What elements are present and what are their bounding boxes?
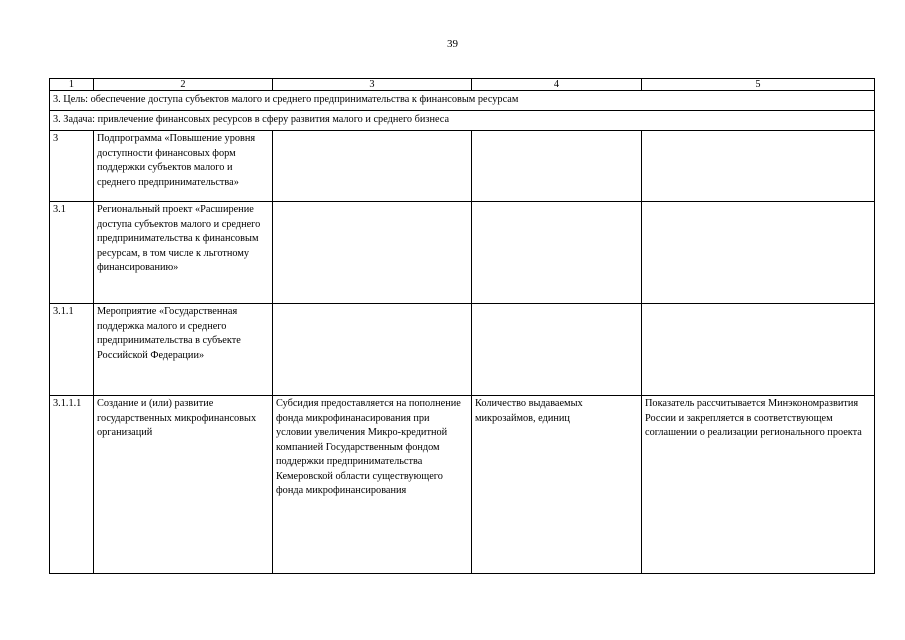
page-number: 39 — [447, 38, 458, 50]
row-col-3 — [273, 304, 472, 396]
row-number: 3.1.1 — [50, 304, 94, 396]
table-row — [50, 202, 875, 304]
header-col-5: 5 — [642, 79, 875, 91]
table-header-row — [50, 79, 875, 91]
row-col-5 — [642, 131, 875, 202]
row-number: 3 — [50, 131, 94, 202]
row-col-4 — [472, 304, 642, 396]
goal-text: 3. Цель: обеспечение доступа субъектов малого и среднего предпринимательства к финансовым ресурсам — [50, 91, 875, 111]
table-row — [50, 131, 875, 202]
row-number: 3.1.1.1 — [50, 396, 94, 574]
row-col-5 — [642, 202, 875, 304]
measures-table — [49, 78, 875, 574]
header-col-1: 1 — [50, 79, 94, 91]
row-col-3: Субсидия предоставляется на пополнение фонда микрофинанасирования при условии увеличения Микро-кредитной компанией Государственным фондом поддержки предпринимательства Кемеровской области существующего фонда микрофинансирования — [273, 396, 472, 574]
header-col-4: 4 — [472, 79, 642, 91]
table-row — [50, 304, 875, 396]
row-name: Мероприятие «Государственная поддержка малого и среднего предпринимательства в субъекте Российской Федерации» — [94, 304, 273, 396]
header-col-3: 3 — [273, 79, 472, 91]
task-row — [50, 111, 875, 131]
row-col-4 — [472, 131, 642, 202]
row-col-5: Показатель рассчитывается Минэкономразвития России и закрепляется в соответствующем соглашении о реализации регионального проекта — [642, 396, 875, 574]
row-name: Подпрограмма «Повышение уровня доступности финансовых форм поддержки субъектов малого и среднего предпринимательства» — [94, 131, 273, 202]
row-col-3 — [273, 202, 472, 304]
row-name: Региональный проект «Расширение доступа субъектов малого и среднего предпринимательства к финансовым ресурсам, в том числе к льготному финансированию» — [94, 202, 273, 304]
row-col-4 — [472, 202, 642, 304]
task-text: 3. Задача: привлечение финансовых ресурсов в сферу развития малого и среднего бизнеса — [50, 111, 875, 131]
row-col-3 — [273, 131, 472, 202]
table-row — [50, 396, 875, 574]
row-name: Создание и (или) развитие государственных микрофинансовых организаций — [94, 396, 273, 574]
row-number: 3.1 — [50, 202, 94, 304]
row-col-4: Количество выдаваемых микрозаймов, единиц — [472, 396, 642, 574]
header-col-2: 2 — [94, 79, 273, 91]
goal-row — [50, 91, 875, 111]
row-col-5 — [642, 304, 875, 396]
